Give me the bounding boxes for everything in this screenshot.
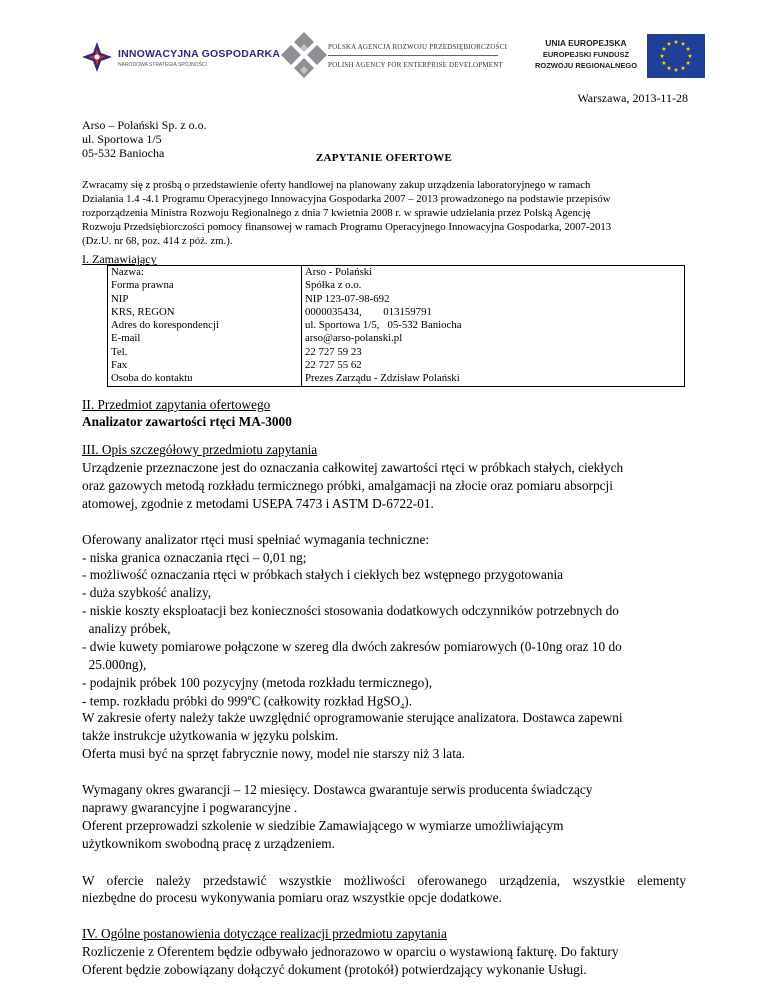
contractor-field-value: ul. Sportowa 1/5, 05-532 Baniocha [305, 319, 462, 332]
ig-logo-name: INNOWACYJNA GOSPODARKA [118, 48, 281, 60]
warranty-line: Wymagany okres gwarancji – 12 miesięcy. Dostawca gwarantuje serwis producenta świadczący [82, 782, 593, 797]
description-line: Urządzenie przeznaczone jest do oznaczania całkowitej zawartości rtęci w próbkach stałych, ciekłych [82, 460, 624, 475]
intro-line: Rozwoju Przedsiębiorczości pomocy finansowej w ramach Programu Operacyjnego Innowacyjna Gospodarka, 2007-2013 [82, 221, 612, 233]
contractor-field-value: 22 727 59 23 [305, 345, 362, 358]
contractor-field-label: Adres do korespondencji [108, 319, 302, 332]
description-line: oraz gazowych metodą rozkładu termicznego próbki, amalgamacji na złocie oraz pomiaru absorpcji [82, 478, 613, 493]
contractor-row [108, 306, 685, 319]
intro-line: Zwracamy się z prośbą o przedstawienie oferty handlowej na planowany zakup urządzenia laboratoryjnego w ramach [82, 179, 591, 191]
contractor-field-label: Osoba do kontaktu [108, 372, 302, 386]
contractor-row [108, 293, 685, 306]
requirement-line: - dwie kuwety pomiarowe połączone w szereg dla dwóch zakresów pomiarowych (0-10ng oraz 10 do [82, 639, 622, 654]
contractor-field-value: NIP 123-07-98-692 [305, 292, 390, 305]
contractor-field-label: Nazwa: [108, 266, 302, 280]
offer-line: niezbędne do procesu wykonywania pomiaru oraz wszystkie opcje dodatkowe. [82, 890, 502, 905]
eu-logo-text [530, 38, 642, 71]
header-logos [0, 28, 768, 88]
temp-post: ). [404, 693, 413, 709]
contractor-field-label: KRS, REGON [108, 306, 302, 319]
temp-sub: 4 [400, 702, 405, 712]
contractor-row [108, 279, 685, 292]
recipient-city: 05-532 Baniocha [82, 146, 165, 160]
contractor-field-value: Prezes Zarządu - Zdzisław Polański [305, 372, 460, 385]
contractor-field-value: Spółka z o.o. [305, 279, 362, 292]
warranty-line: użytkownikom swobodną pracę z urządzeniem. [82, 836, 335, 851]
section-3-heading: III. Opis szczegółowy przedmiotu zapytania [82, 442, 318, 457]
parp-mark-icon [276, 30, 332, 86]
intro-line: Działania 1.4 -4.1 Programu Operacyjnego Innowacyjna Gospodarka 2007 – 2013 prowadzonego na podstawie przepisów [82, 193, 611, 205]
eu-logo-line2: EUROPEJSKI FUNDUSZ [542, 50, 630, 59]
requirement-temp-line [82, 693, 412, 711]
contractor-field-label: Tel. [108, 346, 302, 359]
document-title: ZAPYTANIE OFERTOWE [315, 152, 453, 164]
recipient-street: ul. Sportowa 1/5 [82, 132, 162, 146]
requirement-line: - podajnik próbek 100 pozycyjny (metoda rozkładu termicznego), [82, 675, 433, 690]
requirement-line: - niskie koszty eksploatacji bez konieczności stosowania dodatkowych odczynników potrzebnych do [82, 603, 619, 618]
contractor-row [108, 346, 685, 359]
ig-star-icon [82, 42, 112, 72]
temp-pre: - temp. rozkładu próbki do 999 [82, 693, 248, 709]
temp-degree: o [247, 693, 252, 702]
recipient-name: Arso – Polański Sp. z o.o. [82, 118, 207, 132]
eu-flag-icon [647, 34, 705, 78]
software-line: W zakresie oferty należy także uwzględnić oprogramowanie sterujące analizatora. Dostawca zapewni [82, 710, 623, 725]
parp-divider [328, 55, 498, 56]
contractor-field-label: NIP [108, 293, 302, 306]
contractor-row [108, 359, 685, 372]
intro-line: rozporządzenia Ministra Rozwoju Regionalnego z dnia 7 kwietnia 2008 r. w sprawie udzielania przez Polską Agencję [82, 207, 591, 219]
description-line: atomowej, zgodnie z metodami USEPA 7473 i ASTM D-6722-01. [82, 496, 434, 511]
contractor-field-label: E-mail [108, 332, 302, 345]
contractor-field-value: Arso - Polański [305, 266, 373, 278]
requirement-line: 25.000ng), [82, 657, 147, 672]
parp-logo [276, 30, 508, 86]
contractor-row [108, 266, 685, 280]
ig-logo-sub: NARODOWA STRATEGIA SPÓJNOŚCI [118, 62, 207, 68]
settlement-line: Oferent będzie zobowiązany dołączyć dokument (protokół) potwierdzający wykonanie Usługi. [82, 962, 587, 977]
contractor-field-label: Fax [108, 359, 302, 372]
contractor-row [108, 319, 685, 332]
settlement-line: Rozliczenie z Oferentem będzie odbywało jednorazowo w oparciu o wystawioną fakturę. Do faktury [82, 944, 619, 959]
contractor-field-value: arso@arso-polanski.pl [305, 332, 403, 345]
software-line: Oferta musi być na sprzęt fabrycznie nowy, model nie starszy niż 3 lata. [82, 746, 466, 761]
contractor-field-label: Forma prawna [108, 279, 302, 292]
parp-name-en: POLISH AGENCY FOR ENTERPRISE DEVELOPMENT [328, 61, 503, 69]
document-date: Warszawa, 2013-11-28 [577, 91, 688, 105]
temp-mid: C (całkowity rozkład HgSO [251, 693, 401, 709]
contractor-field-value: 22 727 55 62 [305, 359, 362, 372]
section-1-heading: I. Zamawiający [82, 252, 157, 266]
requirement-line: analizy próbek, [82, 621, 171, 636]
eu-logo [530, 32, 706, 84]
offer-line: W ofercie należy przedstawić wszystkie możliwości oferowanego urządzenia, wszystkie elementy [82, 873, 686, 888]
contractor-table [107, 265, 685, 387]
requirement-line: - duża szybkość analizy, [82, 585, 212, 600]
subject-title: Analizator zawartości rtęci MA-3000 [82, 414, 292, 429]
parp-name-pl: POLSKA AGENCJA ROZWOJU PRZEDSIĘBIORCZOŚCI [328, 43, 508, 51]
requirement-line: - możliwość oznaczania rtęci w próbkach stałych i ciekłych bez wstępnego przygotowania [82, 567, 564, 582]
eu-logo-line1: UNIA EUROPEJSKA [545, 38, 627, 48]
innowacyjna-gospodarka-logo [82, 42, 281, 74]
section-4-heading: IV. Ogólne postanowienia dotyczące realizacji przedmiotu zapytania [82, 926, 447, 941]
requirement-line: - niska granica oznaczania rtęci – 0,01 ng; [82, 550, 307, 565]
warranty-line: naprawy gwarancyjne i pogwarancyjne . [82, 800, 298, 815]
contractor-field-value: 0000035434, 013159791 [305, 305, 432, 318]
warranty-line: Oferent przeprowadzi szkolenie w siedzibie Zamawiającego w wymiarze umożliwiającym [82, 818, 564, 833]
software-line: także instrukcje użytkowania w języku polskim. [82, 728, 339, 743]
intro-line: (Dz.U. nr 68, poz. 414 z póź. zm.). [82, 235, 233, 247]
eu-logo-line3: ROZWOJU REGIONALNEGO [534, 61, 638, 70]
contractor-row [108, 372, 685, 386]
requirement-line: Oferowany analizator rtęci musi spełniać wymagania techniczne: [82, 532, 430, 547]
section-2-heading: II. Przedmiot zapytania ofertowego [82, 397, 271, 412]
contractor-row [108, 332, 685, 345]
